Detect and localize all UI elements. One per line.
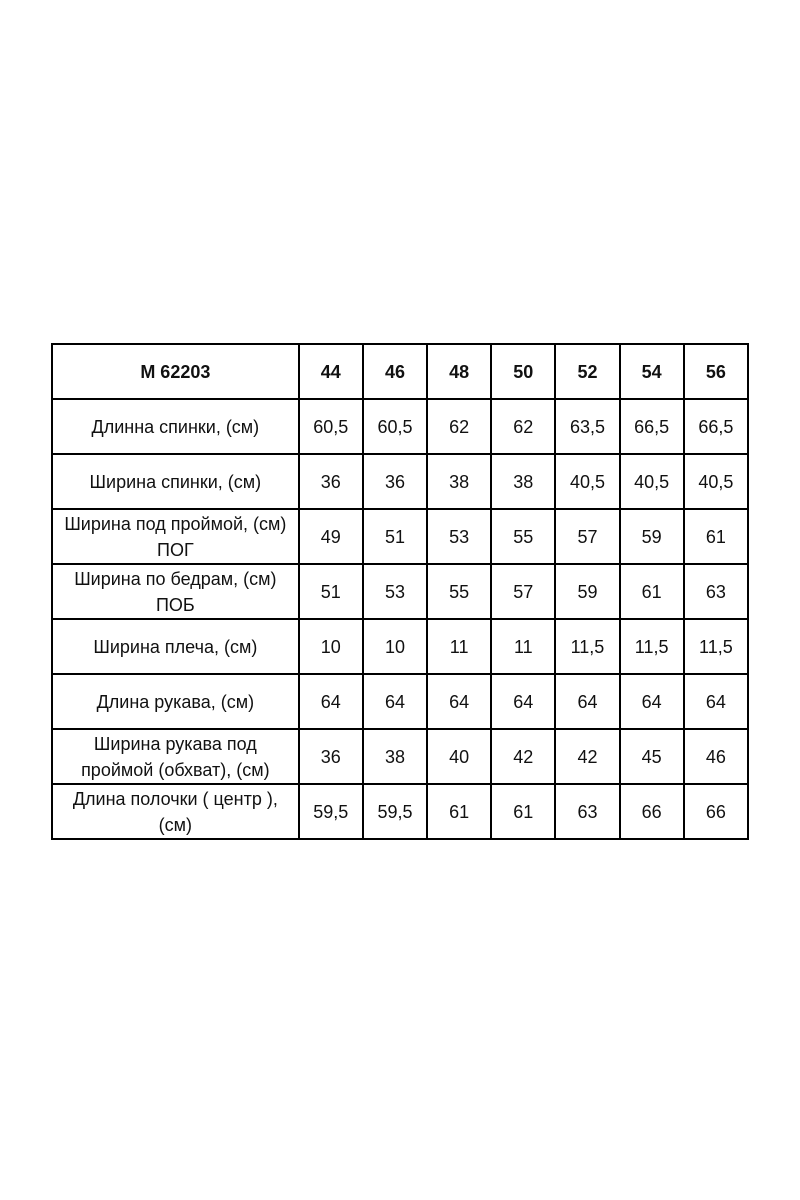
measurement-value: 11 — [491, 619, 555, 674]
measurement-value: 36 — [299, 454, 363, 509]
label-line: Длина полочки ( центр ), — [72, 788, 278, 809]
size-header: 48 — [427, 344, 491, 399]
measurement-value: 11 — [427, 619, 491, 674]
label-line: проймой (обхват), (см) — [81, 759, 270, 780]
measurement-value: 40,5 — [684, 454, 748, 509]
table-row — [52, 784, 748, 839]
measurement-value: 10 — [363, 619, 427, 674]
measurement-value: 64 — [299, 674, 363, 729]
measurement-value: 49 — [299, 509, 363, 564]
measurement-label — [52, 509, 299, 564]
measurement-value: 64 — [555, 674, 619, 729]
table-row — [52, 454, 748, 509]
measurement-value: 60,5 — [299, 399, 363, 454]
measurement-value: 57 — [555, 509, 619, 564]
label-line: (см) — [158, 814, 193, 835]
size-header: 52 — [555, 344, 619, 399]
measurement-label — [52, 564, 299, 619]
measurement-value: 66,5 — [684, 399, 748, 454]
measurement-value: 38 — [363, 729, 427, 784]
measurement-value: 40,5 — [620, 454, 684, 509]
measurement-value: 64 — [491, 674, 555, 729]
measurement-value: 61 — [684, 509, 748, 564]
size-header: 54 — [620, 344, 684, 399]
measurement-value: 11,5 — [555, 619, 619, 674]
table-row — [52, 564, 748, 619]
measurement-label — [52, 784, 299, 839]
measurement-value: 42 — [491, 729, 555, 784]
label-line: Ширина рукава под — [93, 733, 257, 754]
measurement-value: 59 — [555, 564, 619, 619]
measurement-value: 64 — [684, 674, 748, 729]
label-line: Ширина под проймой, (см) — [64, 513, 287, 534]
table-row — [52, 674, 748, 729]
table-row — [52, 399, 748, 454]
measurement-value: 61 — [620, 564, 684, 619]
measurement-value: 61 — [491, 784, 555, 839]
measurement-value: 66,5 — [620, 399, 684, 454]
measurement-value: 63 — [555, 784, 619, 839]
measurement-label — [52, 619, 299, 674]
size-header: 44 — [299, 344, 363, 399]
measurement-value: 63 — [684, 564, 748, 619]
measurement-value: 46 — [684, 729, 748, 784]
size-chart-table — [51, 343, 749, 840]
size-header: 46 — [363, 344, 427, 399]
measurement-value: 36 — [363, 454, 427, 509]
measurement-value: 38 — [427, 454, 491, 509]
measurement-value: 55 — [491, 509, 555, 564]
measurement-label — [52, 729, 299, 784]
measurement-value: 53 — [363, 564, 427, 619]
measurement-value: 40,5 — [555, 454, 619, 509]
measurement-value: 61 — [427, 784, 491, 839]
model-number: М 62203 — [52, 344, 299, 399]
measurement-value: 66 — [684, 784, 748, 839]
measurement-label — [52, 674, 299, 729]
measurement-value: 10 — [299, 619, 363, 674]
measurement-value: 64 — [427, 674, 491, 729]
table-row — [52, 729, 748, 784]
label-line: Длина рукава, (см) — [96, 691, 255, 712]
measurement-value: 38 — [491, 454, 555, 509]
label-line: ПОБ — [155, 594, 195, 615]
measurement-value: 45 — [620, 729, 684, 784]
label-line: Длинна спинки, (см) — [91, 416, 260, 437]
measurement-value: 60,5 — [363, 399, 427, 454]
measurement-value: 64 — [620, 674, 684, 729]
measurement-value: 66 — [620, 784, 684, 839]
label-line: Ширина плеча, (см) — [93, 636, 258, 657]
measurement-value: 51 — [299, 564, 363, 619]
measurement-value: 59,5 — [363, 784, 427, 839]
table-row — [52, 619, 748, 674]
measurement-label — [52, 399, 299, 454]
measurement-value: 59 — [620, 509, 684, 564]
label-line: Ширина по бедрам, (см) — [74, 568, 277, 589]
measurement-value: 11,5 — [684, 619, 748, 674]
table-row — [52, 509, 748, 564]
header-row — [52, 344, 748, 399]
measurement-value: 62 — [491, 399, 555, 454]
label-line: Ширина спинки, (см) — [89, 471, 262, 492]
measurement-value: 63,5 — [555, 399, 619, 454]
measurement-value: 53 — [427, 509, 491, 564]
measurement-value: 11,5 — [620, 619, 684, 674]
size-header: 50 — [491, 344, 555, 399]
measurement-value: 59,5 — [299, 784, 363, 839]
size-header: 56 — [684, 344, 748, 399]
measurement-label — [52, 454, 299, 509]
measurement-value: 62 — [427, 399, 491, 454]
measurement-value: 36 — [299, 729, 363, 784]
label-line: ПОГ — [157, 539, 194, 560]
measurement-value: 55 — [427, 564, 491, 619]
measurement-value: 57 — [491, 564, 555, 619]
measurement-value: 64 — [363, 674, 427, 729]
measurement-value: 42 — [555, 729, 619, 784]
measurement-value: 40 — [427, 729, 491, 784]
measurement-value: 51 — [363, 509, 427, 564]
